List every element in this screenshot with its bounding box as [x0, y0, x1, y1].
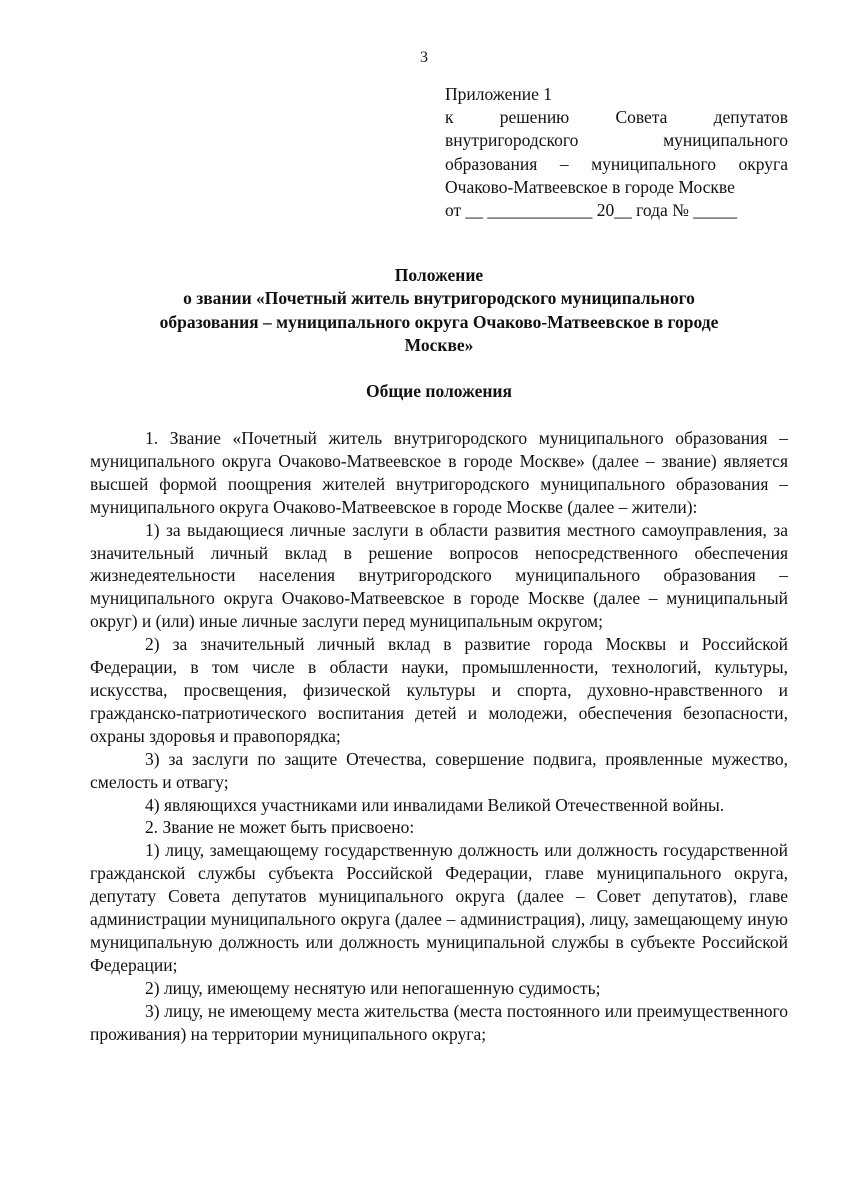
appendix-line-4: образования – муниципального округа — [445, 153, 788, 174]
title-line-4: Москве» — [404, 335, 474, 356]
paragraph: 4) являющихся участниками или инвалидами Великой Отечественной войны. — [145, 794, 725, 815]
paragraph: 1) лицу, замещающему государственную должность или должность государственной гражданской службы субъекта Российской Федерации, главе муниципального округа, депутату Совета депутатов муниципального округа (далее – Совет депутатов), главе администрации муниципального округа (далее – администрация), лицу, замещающему иную муниципальную должность или должность муниципальной службы в субъекте Российской Федерации; — [90, 840, 788, 975]
document-body — [90, 427, 788, 1045]
appendix-block — [445, 83, 788, 222]
page-number: 3 — [420, 49, 428, 66]
paragraph: 2. Звание не может быть присвоено: — [145, 817, 415, 838]
document-title — [90, 264, 788, 358]
paragraph: 2) за значительный личный вклад в развитие города Москвы и Российской Федерации, в том числе в области науки, промышленности, технологий, культуры, искусства, просвещения, физической культуры и спорта, духовно-нравственного и гражданско-патриотического воспитания детей и молодежи, обеспечения безопасности, охраны здоровья и правопорядка; — [90, 634, 788, 746]
paragraph: 2) лицу, имеющему неснятую или непогашенную судимость; — [145, 977, 601, 998]
paragraph: 3) за заслуги по защите Отечества, совершение подвига, проявленные мужество, смелость и отвагу; — [90, 748, 788, 792]
appendix-line-1: Приложение 1 — [445, 84, 553, 104]
appendix-line-5: Очаково-Матвеевское в городе Москве — [445, 176, 735, 197]
paragraph: 1. Звание «Почетный житель внутригородского муниципального образования – муниципального округа Очаково-Матвеевское в городе Москве» (далее – звание) является высшей формой поощрения жителей внутригородского муниципального образования – муниципального округа Очаково-Матвеевское в городе Москве (далее – жители): — [90, 428, 788, 517]
appendix-line-2: к решению Совета депутатов — [445, 107, 788, 128]
paragraph: 1) за выдающиеся личные заслуги в области развития местного самоуправления, за значительный личный вклад в решение вопросов непосредственного обеспечения жизнедеятельности населения внутригородского муниципального образования – муниципального округа Очаково-Матвеевское в городе Москве (далее – муниципальный округ) и (или) иные личные заслуги перед муниципальным округом; — [90, 519, 788, 632]
title-line-1: Положение — [394, 265, 484, 285]
title-line-3: образования – муниципального округа Очаково-Матвеевское в городе — [159, 311, 719, 332]
title-line-2: о звании «Почетный житель внутригородского муниципального — [183, 288, 695, 309]
section-heading: Общие положения — [366, 381, 512, 401]
appendix-line-3: внутригородского муниципального — [445, 130, 788, 151]
appendix-line-6: от __ ____________ 20__ года № _____ — [445, 200, 738, 221]
paragraph: 3) лицу, не имеющему места жительства (места постоянного или преимущественного проживания) на территории муниципального округа; — [90, 1000, 788, 1044]
